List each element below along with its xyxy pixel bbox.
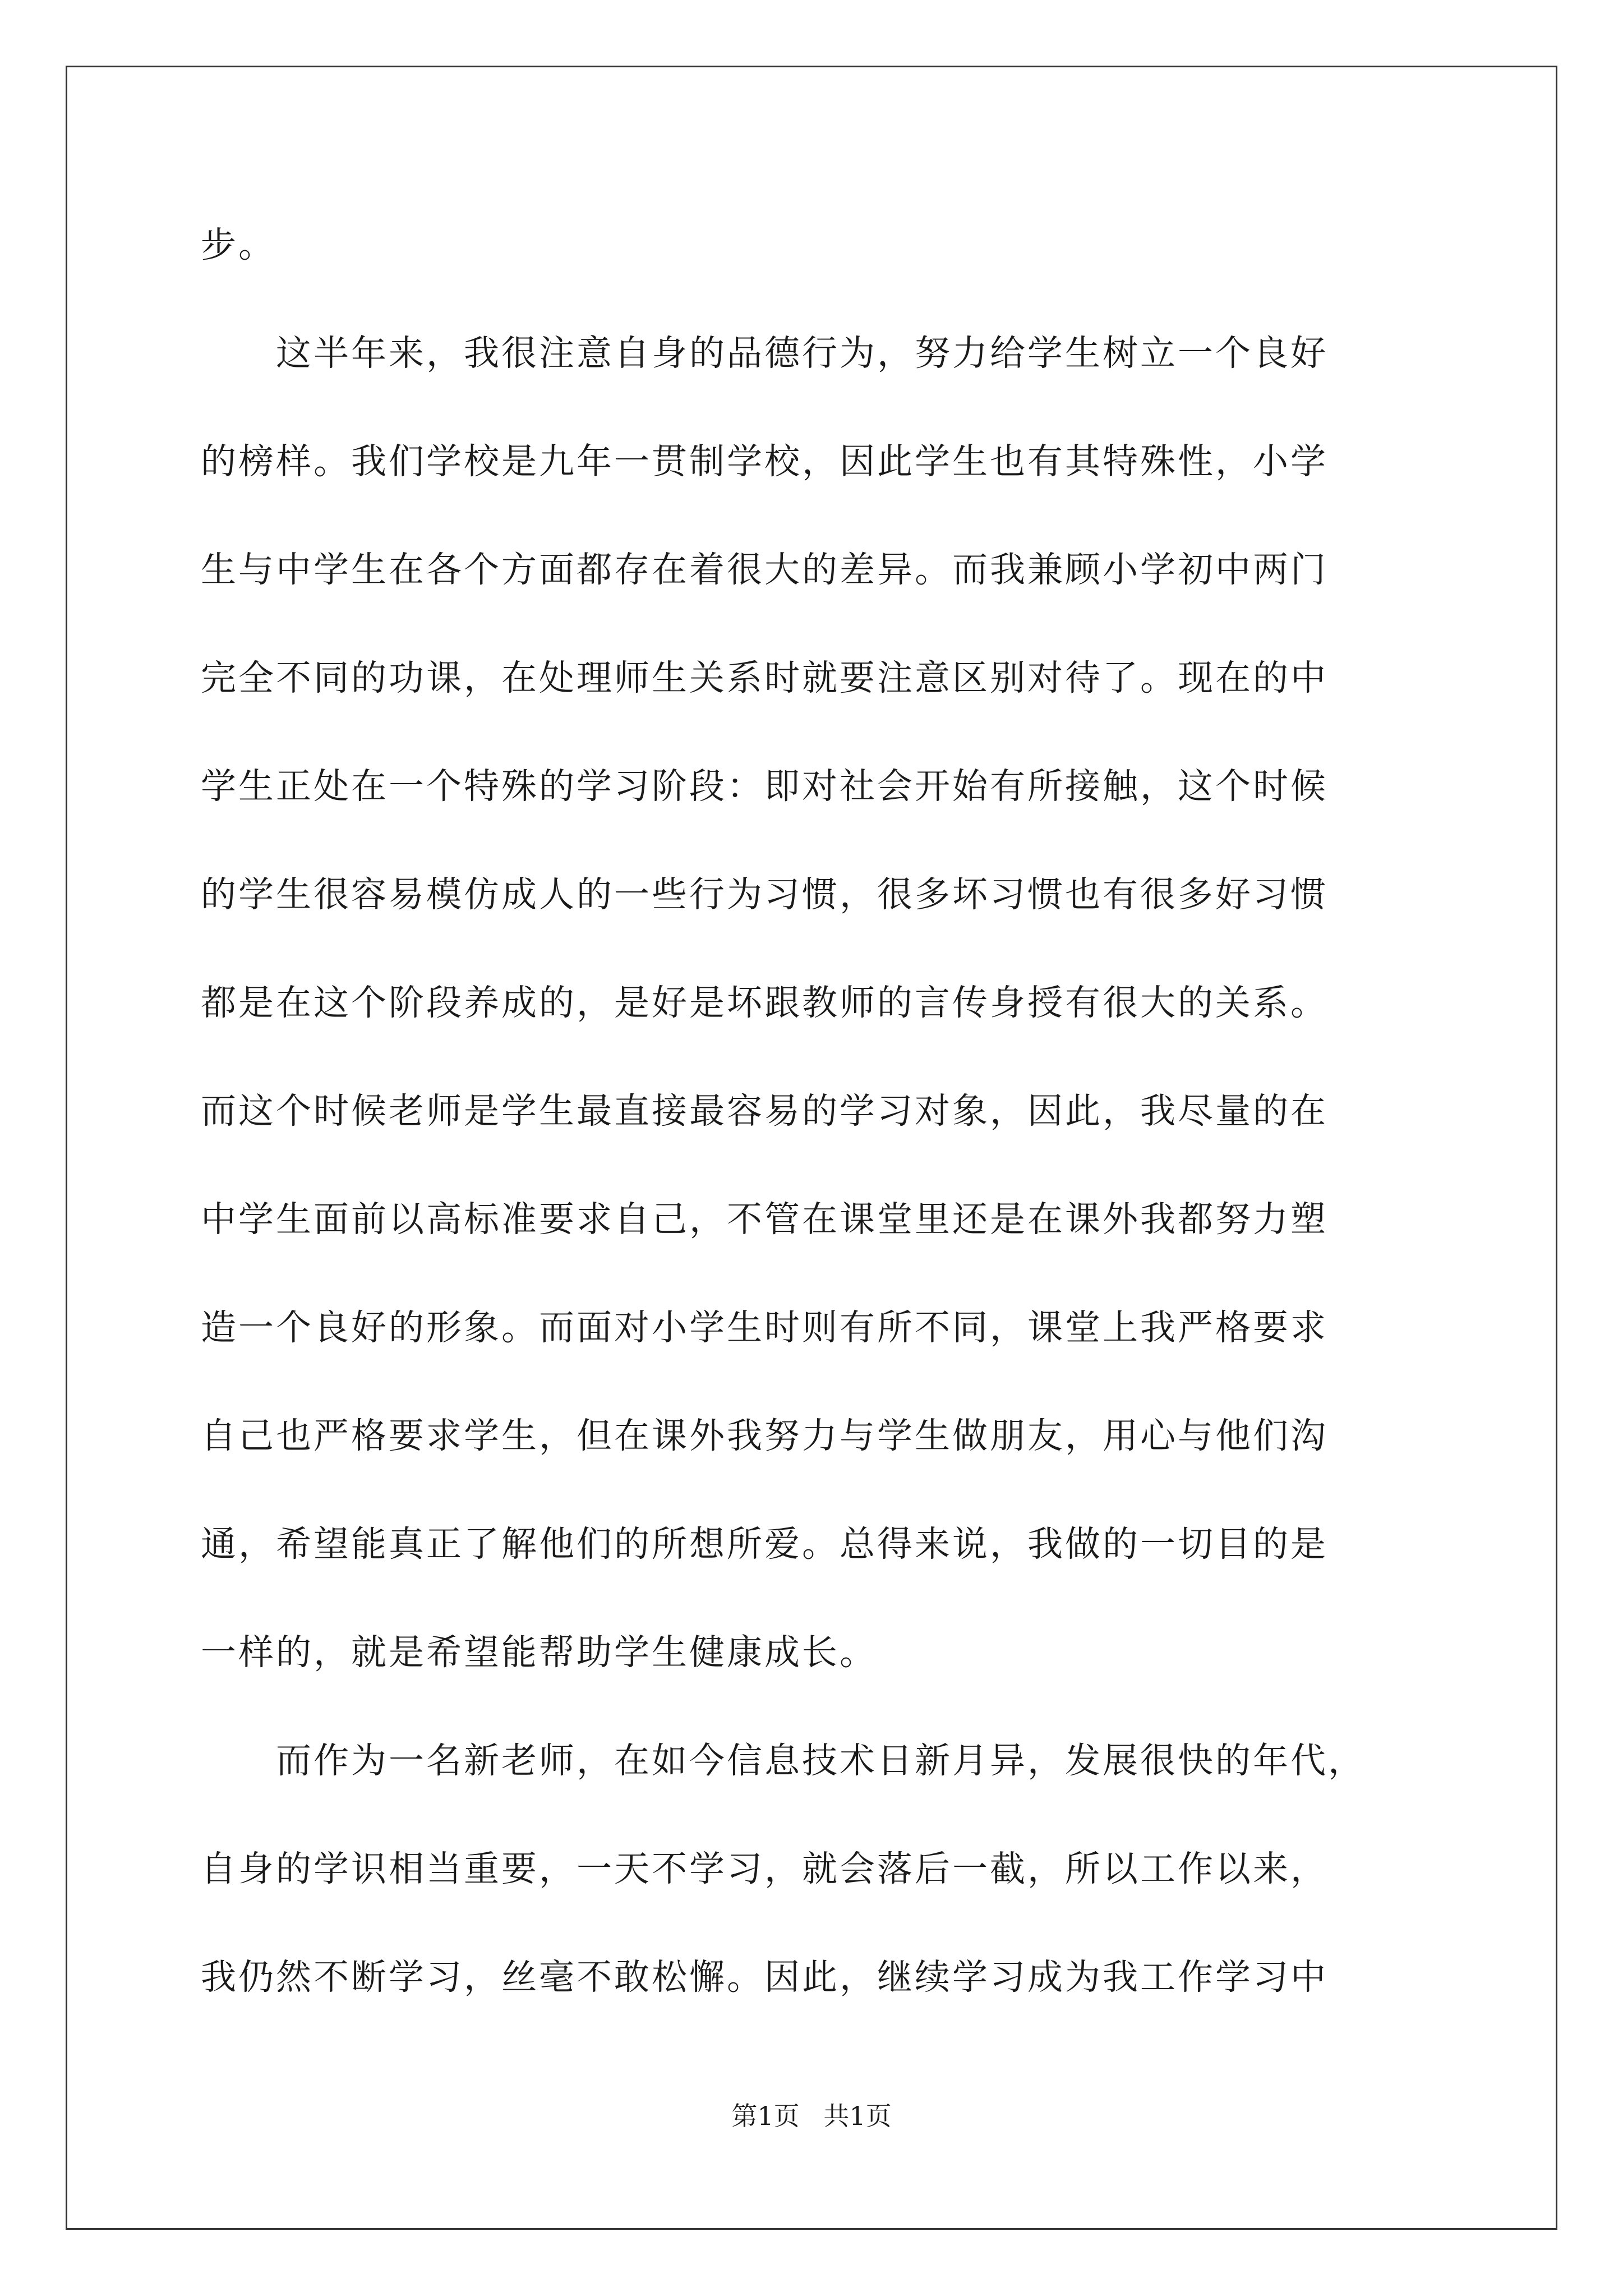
paragraph-line: 都是在这个阶段养成的，是好是坏跟教师的言传身授有很大的关系。: [201, 982, 1328, 1023]
paragraph-line: 生与中学生在各个方面都存在着很大的差异。而我兼顾小学初中两门: [201, 549, 1328, 590]
paragraph-line: 一样的，就是希望能帮助学生健康成长。: [201, 1632, 877, 1673]
paragraph-line: 自身的学识相当重要，一天不学习，就会落后一截，所以工作以来，: [201, 1848, 1328, 1889]
page-footer: [0, 2099, 1623, 2133]
paragraph-line: 完全不同的功课，在处理师生关系时就要注意区别对待了。现在的中: [201, 657, 1328, 698]
paragraph-line: 学生正处在一个特殊的学习阶段：即对社会开始有所接触，这个时候: [201, 766, 1328, 807]
paragraph-line: 我仍然不断学习，丝毫不敢松懈。因此，继续学习成为我工作学习中: [201, 1957, 1328, 1998]
paragraph-line: 这半年来，我很注意自身的品德行为，努力给学生树立一个良好: [201, 333, 1328, 374]
paragraph-line: 自己也严格要求学生，但在课外我努力与学生做朋友，用心与他们沟: [201, 1415, 1328, 1456]
paragraph-line: 而作为一名新老师，在如今信息技术日新月异，发展很快的年代，: [201, 1740, 1366, 1781]
page-border: [66, 66, 1557, 2230]
page-number-total: 共1页: [823, 2101, 892, 2131]
paragraph-line: 而这个时候老师是学生最直接最容易的学习对象，因此，我尽量的在: [201, 1091, 1328, 1131]
paragraph-line: 通，希望能真正了解他们的所想所爱。总得来说，我做的一切目的是: [201, 1524, 1328, 1565]
page-number-current: 第1页: [731, 2101, 800, 2131]
paragraph-line: 的学生很容易模仿成人的一些行为习惯，很多坏习惯也有很多好习惯: [201, 874, 1328, 915]
paragraph-line: 的榜样。我们学校是九年一贯制学校，因此学生也有其特殊性，小学: [201, 441, 1328, 482]
paragraph-line: 中学生面前以高标准要求自己，不管在课堂里还是在课外我都努力塑: [201, 1199, 1328, 1240]
paragraph-line: 造一个良好的形象。而面对小学生时则有所不同，课堂上我严格要求: [201, 1307, 1328, 1348]
paragraph-line: 步。: [201, 224, 276, 265]
